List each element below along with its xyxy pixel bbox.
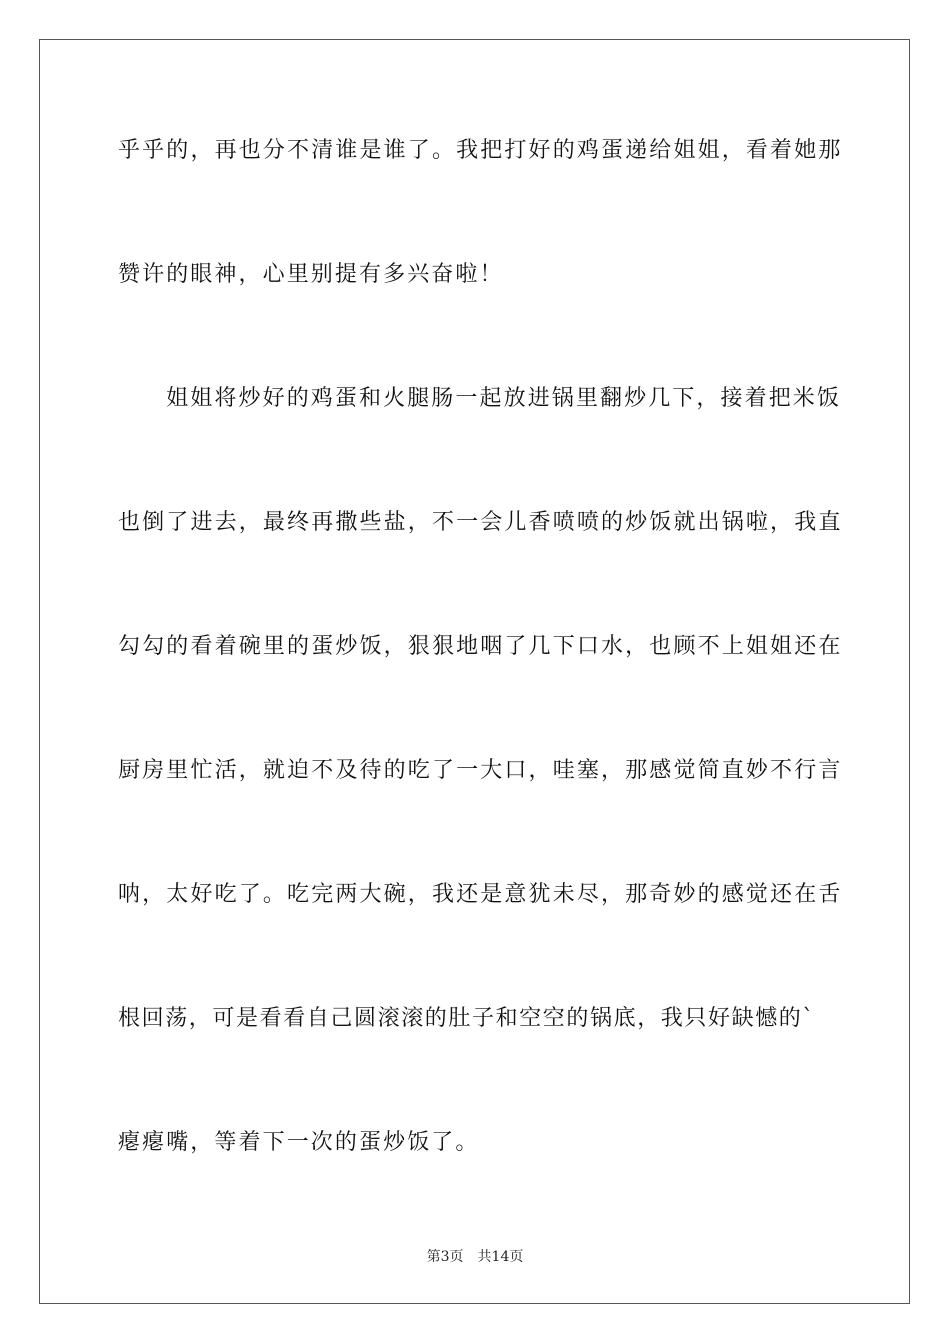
text-line: 厨房里忙活，就迫不及待的吃了一大口，哇塞，那感觉简直妙不行言 [118, 758, 843, 783]
text-line: 也倒了进去，最终再撒些盐，不一会儿香喷喷的炒饭就出锅啦，我直 [118, 510, 843, 535]
text-line: 乎乎的，再也分不清谁是谁了。我把打好的鸡蛋递给姐姐，看着她那 [118, 138, 843, 163]
page-total: 共14页 [477, 1249, 524, 1265]
text-line: 赞许的眼神，心里别提有多兴奋啦！ [118, 262, 504, 287]
text-line: 瘪瘪嘴，等着下一次的蛋炒饭了。 [118, 1130, 480, 1155]
text-line: 姐姐将炒好的鸡蛋和火腿肠一起放进锅里翻炒几下，接着把米饭 [118, 386, 842, 411]
page-number: 第3页 [426, 1249, 464, 1265]
text-line: 呐，太好吃了。吃完两大碗，我还是意犹未尽，那奇妙的感觉还在舌 [118, 882, 843, 907]
page-footer [0, 1248, 950, 1266]
text-line: 勾勾的看着碗里的蛋炒饭，狠狠地咽了几下口水，也顾不上姐姐还在 [118, 634, 843, 659]
text-line: 根回荡，可是看看自己圆滚滚的肚子和空空的锅底，我只好缺憾的` [118, 1006, 816, 1031]
page-frame [39, 39, 910, 1304]
